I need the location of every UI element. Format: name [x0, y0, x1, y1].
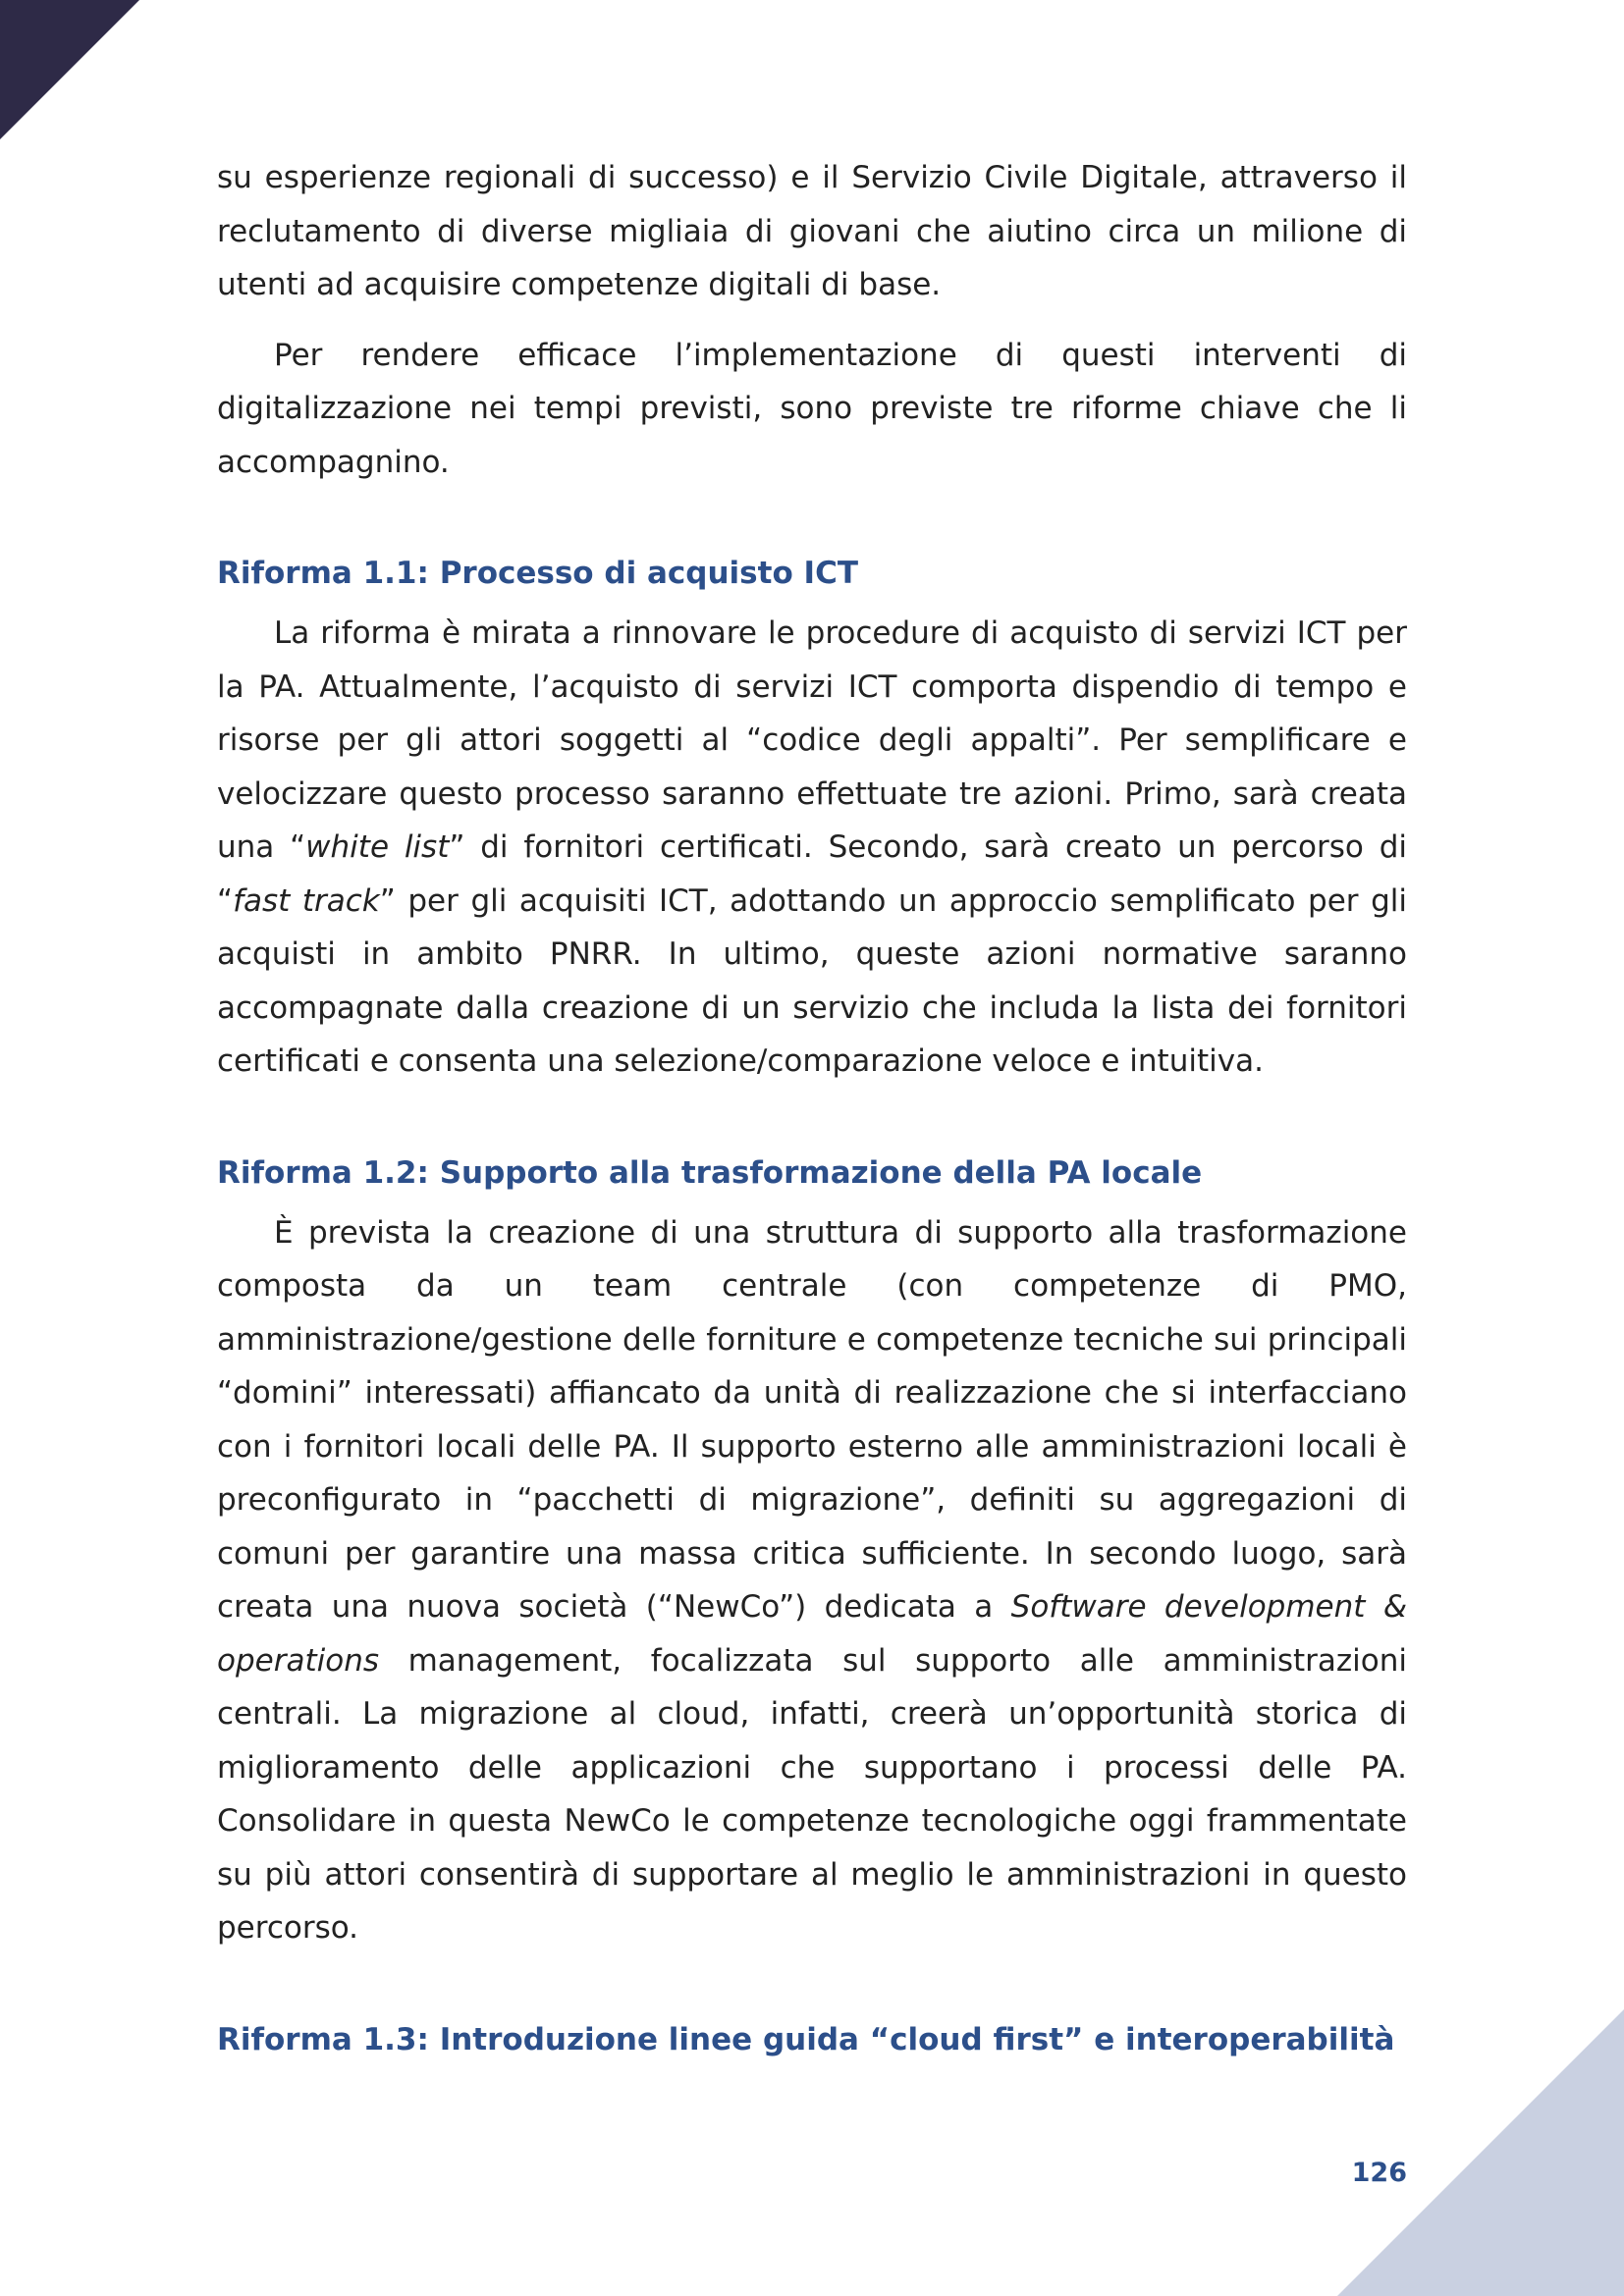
paragraph-ict-procurement [217, 607, 1407, 1089]
text-run: La riforma è mirata a rinnovare le procedure di acquisto di servizi ICT per la PA. Attualmente, l’acquisto di servizi ICT comporta dispendio di tempo e risorse per gli attori soggetti al “codice degli appalti”. Per semplificare e velocizzare questo processo saranno effettuate tre azioni. Primo, sarà creata una “ [217, 615, 1407, 865]
section-heading-1-1: Riforma 1.1: Processo di acquisto ICT [217, 556, 858, 591]
emphasis-software-devops: Software development & operations [217, 1589, 1407, 1679]
text-run: È prevista la creazione di una struttura di supporto alla trasformazione composta da un team centrale (con competenze di PMO, amministrazione/gestione delle forniture e competenze tecniche sui principali “domini” interessati) affiancato da unità di realizzazione che si interfacciano con i fornitori locali delle PA. Il supporto esterno alle amministrazioni locali è preconfigurato in “pacchetti di migrazione”, definiti su aggregazioni di comuni per garantire una massa critica sufficiente. In secondo luogo, sarà creata una nuova società (“NewCo”) dedicata a [217, 1214, 1407, 1625]
text-run: management, focalizzata sul supporto alle amministrazioni centrali. La migrazione al cloud, infatti, creerà un’opportunità storica di miglioramento delle applicazioni che supportano i processi delle PA. Consolidare in questa NewCo le competenze tecnologiche oggi frammentate su più attori consentirà di supportare al meglio le amministrazioni in questo percorso. [217, 1642, 1407, 1946]
section-heading-1-2: Riforma 1.2: Supporto alla trasformazione della PA locale [217, 1154, 1203, 1191]
page-content [217, 151, 1407, 2063]
paragraph-local-pa-support [217, 1206, 1407, 1955]
section-heading-1-3: Riforma 1.3: Introduzione linee guida “cloud first” e interoperabilità [217, 2021, 1395, 2057]
text-run: ” di fornitori certificati. Secondo, sarà creato un percorso di “ [217, 829, 1407, 919]
emphasis-white-list: white list [305, 829, 450, 865]
paragraph-reforms-intro: Per rendere efficace l’implementazione di questi interventi di digitalizzazione nei tempi previsti, sono previste tre riforme chiave che li accompagnino. [217, 337, 1407, 480]
text-run: ” per gli acquisiti ICT, adottando un approccio semplificato per gli acquisti in ambito PNRR. In ultimo, queste azioni normative saranno accompagnate dalla creazione di un servizio che includa la lista dei fornitori certificati e consenta una selezione/comparazione veloce e intuitiva. [217, 882, 1407, 1079]
emphasis-fast-track: fast track [233, 882, 380, 919]
paragraph-continuation: su esperienze regionali di successo) e il Servizio Civile Digitale, attraverso il reclutamento di diverse migliaia di giovani che aiutino circa un milione di utenti ad acquisire competenze digitali di base. [217, 160, 1407, 302]
corner-decoration-top-left [0, 0, 139, 139]
page-number: 126 [1351, 2158, 1407, 2188]
